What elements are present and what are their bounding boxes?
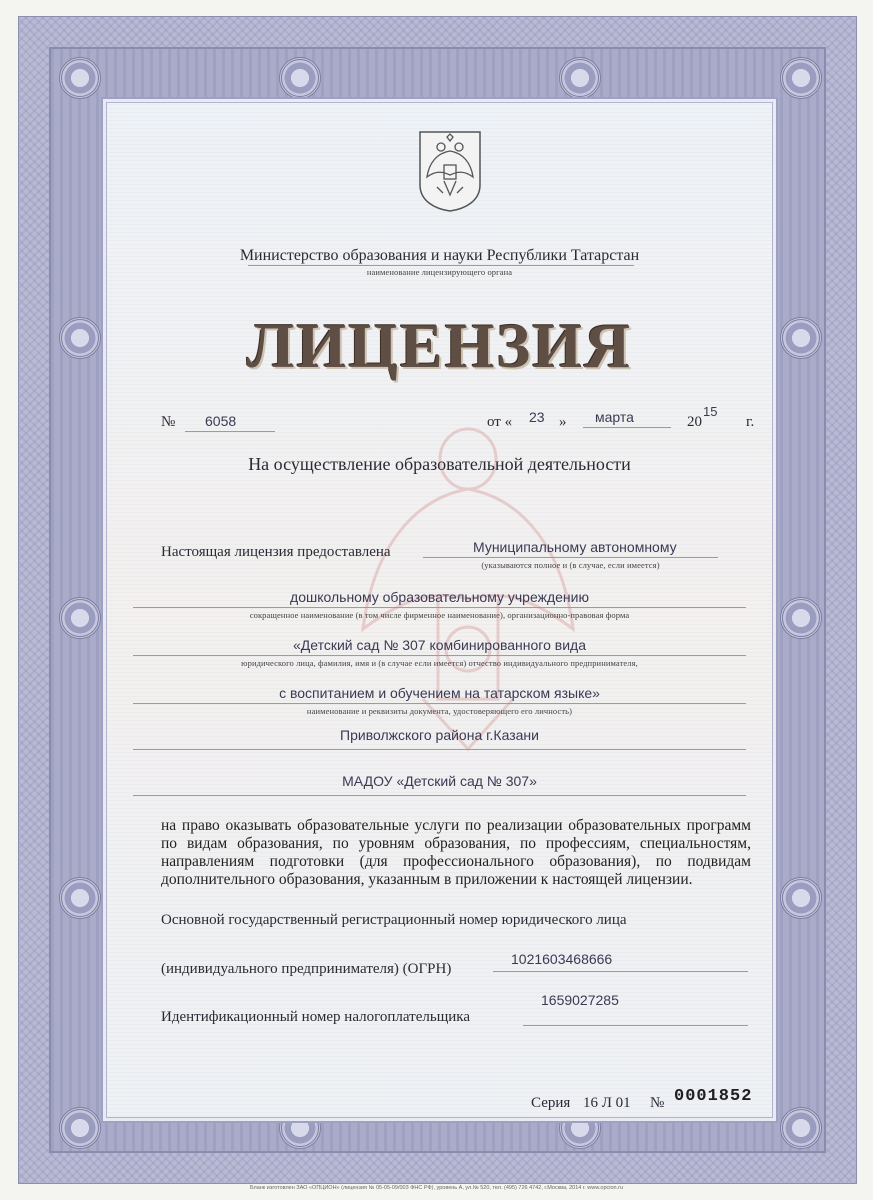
year-suffix: 15 — [703, 404, 718, 419]
series-number: 0001852 — [674, 1087, 753, 1106]
inn-value: 1659027285 — [541, 992, 619, 1008]
grantee-hint4: наименование и реквизиты документа, удостоверяющего его личность) — [306, 706, 573, 716]
license-month: марта — [595, 409, 634, 425]
ornament-icon — [279, 57, 321, 99]
series-number-label: № — [650, 1095, 665, 1111]
grantee-line6-underline — [133, 795, 746, 796]
license-subject: На осуществление образовательной деятельности — [248, 454, 631, 474]
ornament-icon — [780, 1107, 822, 1149]
issuer-name: Министерство образования и науки Республики Татарстан — [239, 247, 640, 264]
ornament-icon — [780, 57, 822, 99]
document-title: ЛИЦЕНЗИЯ — [246, 310, 633, 381]
grantee-hint3: юридического лица, фамилия, имя и (в случае если имеется) отчество индивидуального предпринимателя, — [241, 658, 638, 668]
ogrn-label2: (индивидуального предпринимателя) (ОГРН) — [161, 961, 452, 977]
grantee-line5: Приволжского района г.Казани — [340, 727, 539, 743]
license-number: 6058 — [205, 413, 237, 429]
license-day: 23 — [529, 409, 545, 425]
grantee-line3: «Детский сад № 307 комбинированного вида — [292, 637, 586, 653]
grantee-line2-underline — [133, 607, 746, 608]
grantee-hint2: сокращенное наименование (в том числе фирменное наименование), организационно-правовая форма — [249, 610, 630, 620]
printer-footer: Бланк изготовлен ЗАО «ОПЦИОН» (лицензия № 05-05-09/003 ФНС РФ), уровень А, ул.№ 520, тел. (495) 726 4742, г.Москва, 2014 г. www.opcion.ru — [249, 1185, 624, 1191]
ornament-icon — [59, 877, 101, 919]
series-value: 16 Л 01 — [583, 1095, 631, 1111]
ornament-icon — [59, 1107, 101, 1149]
grantee-line1: Муниципальному автономному — [473, 539, 677, 555]
inn-underline — [523, 1025, 748, 1026]
grantee-line5-underline — [133, 749, 746, 750]
watermark-eagle-icon — [353, 399, 583, 759]
license-rights-text: на право оказывать образовательные услуги по реализации образовательных программ по видам образования, по уровням образования, по профессиям, специальностям, направлениям подготовки (для профессионального образования), по подвидам дополнительного образования, указанным в приложении к настоящей лицензии. — [161, 817, 751, 888]
certificate-sheet — [18, 16, 857, 1184]
ornament-icon — [559, 57, 601, 99]
coat-of-arms-icon — [417, 129, 483, 213]
date-from-label: от « — [487, 414, 513, 430]
series-label: Серия — [531, 1095, 571, 1111]
grantee-hint1: (указываются полное и (в случае, если имеется) — [481, 560, 660, 570]
grantee-line1-underline — [423, 557, 718, 558]
ornament-icon — [780, 317, 822, 359]
year-prefix: 20 — [687, 414, 702, 430]
grantee-line4-underline — [133, 703, 746, 704]
year-end: г. — [746, 414, 755, 430]
ogrn-underline — [493, 971, 748, 972]
inn-label: Идентификационный номер налогоплательщика — [161, 1009, 471, 1025]
license-number-label: № — [161, 414, 176, 430]
grantee-line3-underline — [133, 655, 746, 656]
ornament-icon — [780, 877, 822, 919]
date-day-close: » — [559, 414, 567, 430]
license-number-underline — [185, 431, 275, 432]
grantee-line4: с воспитанием и обучением на татарском языке» — [279, 685, 600, 701]
ornament-icon — [59, 57, 101, 99]
issuer-hint: наименование лицензирующего органа — [366, 267, 513, 277]
ornament-icon — [59, 317, 101, 359]
certificate-content — [101, 97, 778, 1123]
grantee-line6: МАДОУ «Детский сад № 307» — [342, 773, 537, 789]
ornament-icon — [780, 597, 822, 639]
grantee-intro: Настоящая лицензия предоставлена — [161, 544, 391, 560]
ogrn-value: 1021603468666 — [511, 951, 613, 967]
month-underline — [583, 427, 671, 428]
issuer-underline — [248, 265, 634, 266]
ornament-icon — [59, 597, 101, 639]
ogrn-label1: Основной государственный регистрационный номер юридического лица — [161, 912, 627, 928]
grantee-line2: дошкольному образовательному учреждению — [290, 589, 589, 605]
